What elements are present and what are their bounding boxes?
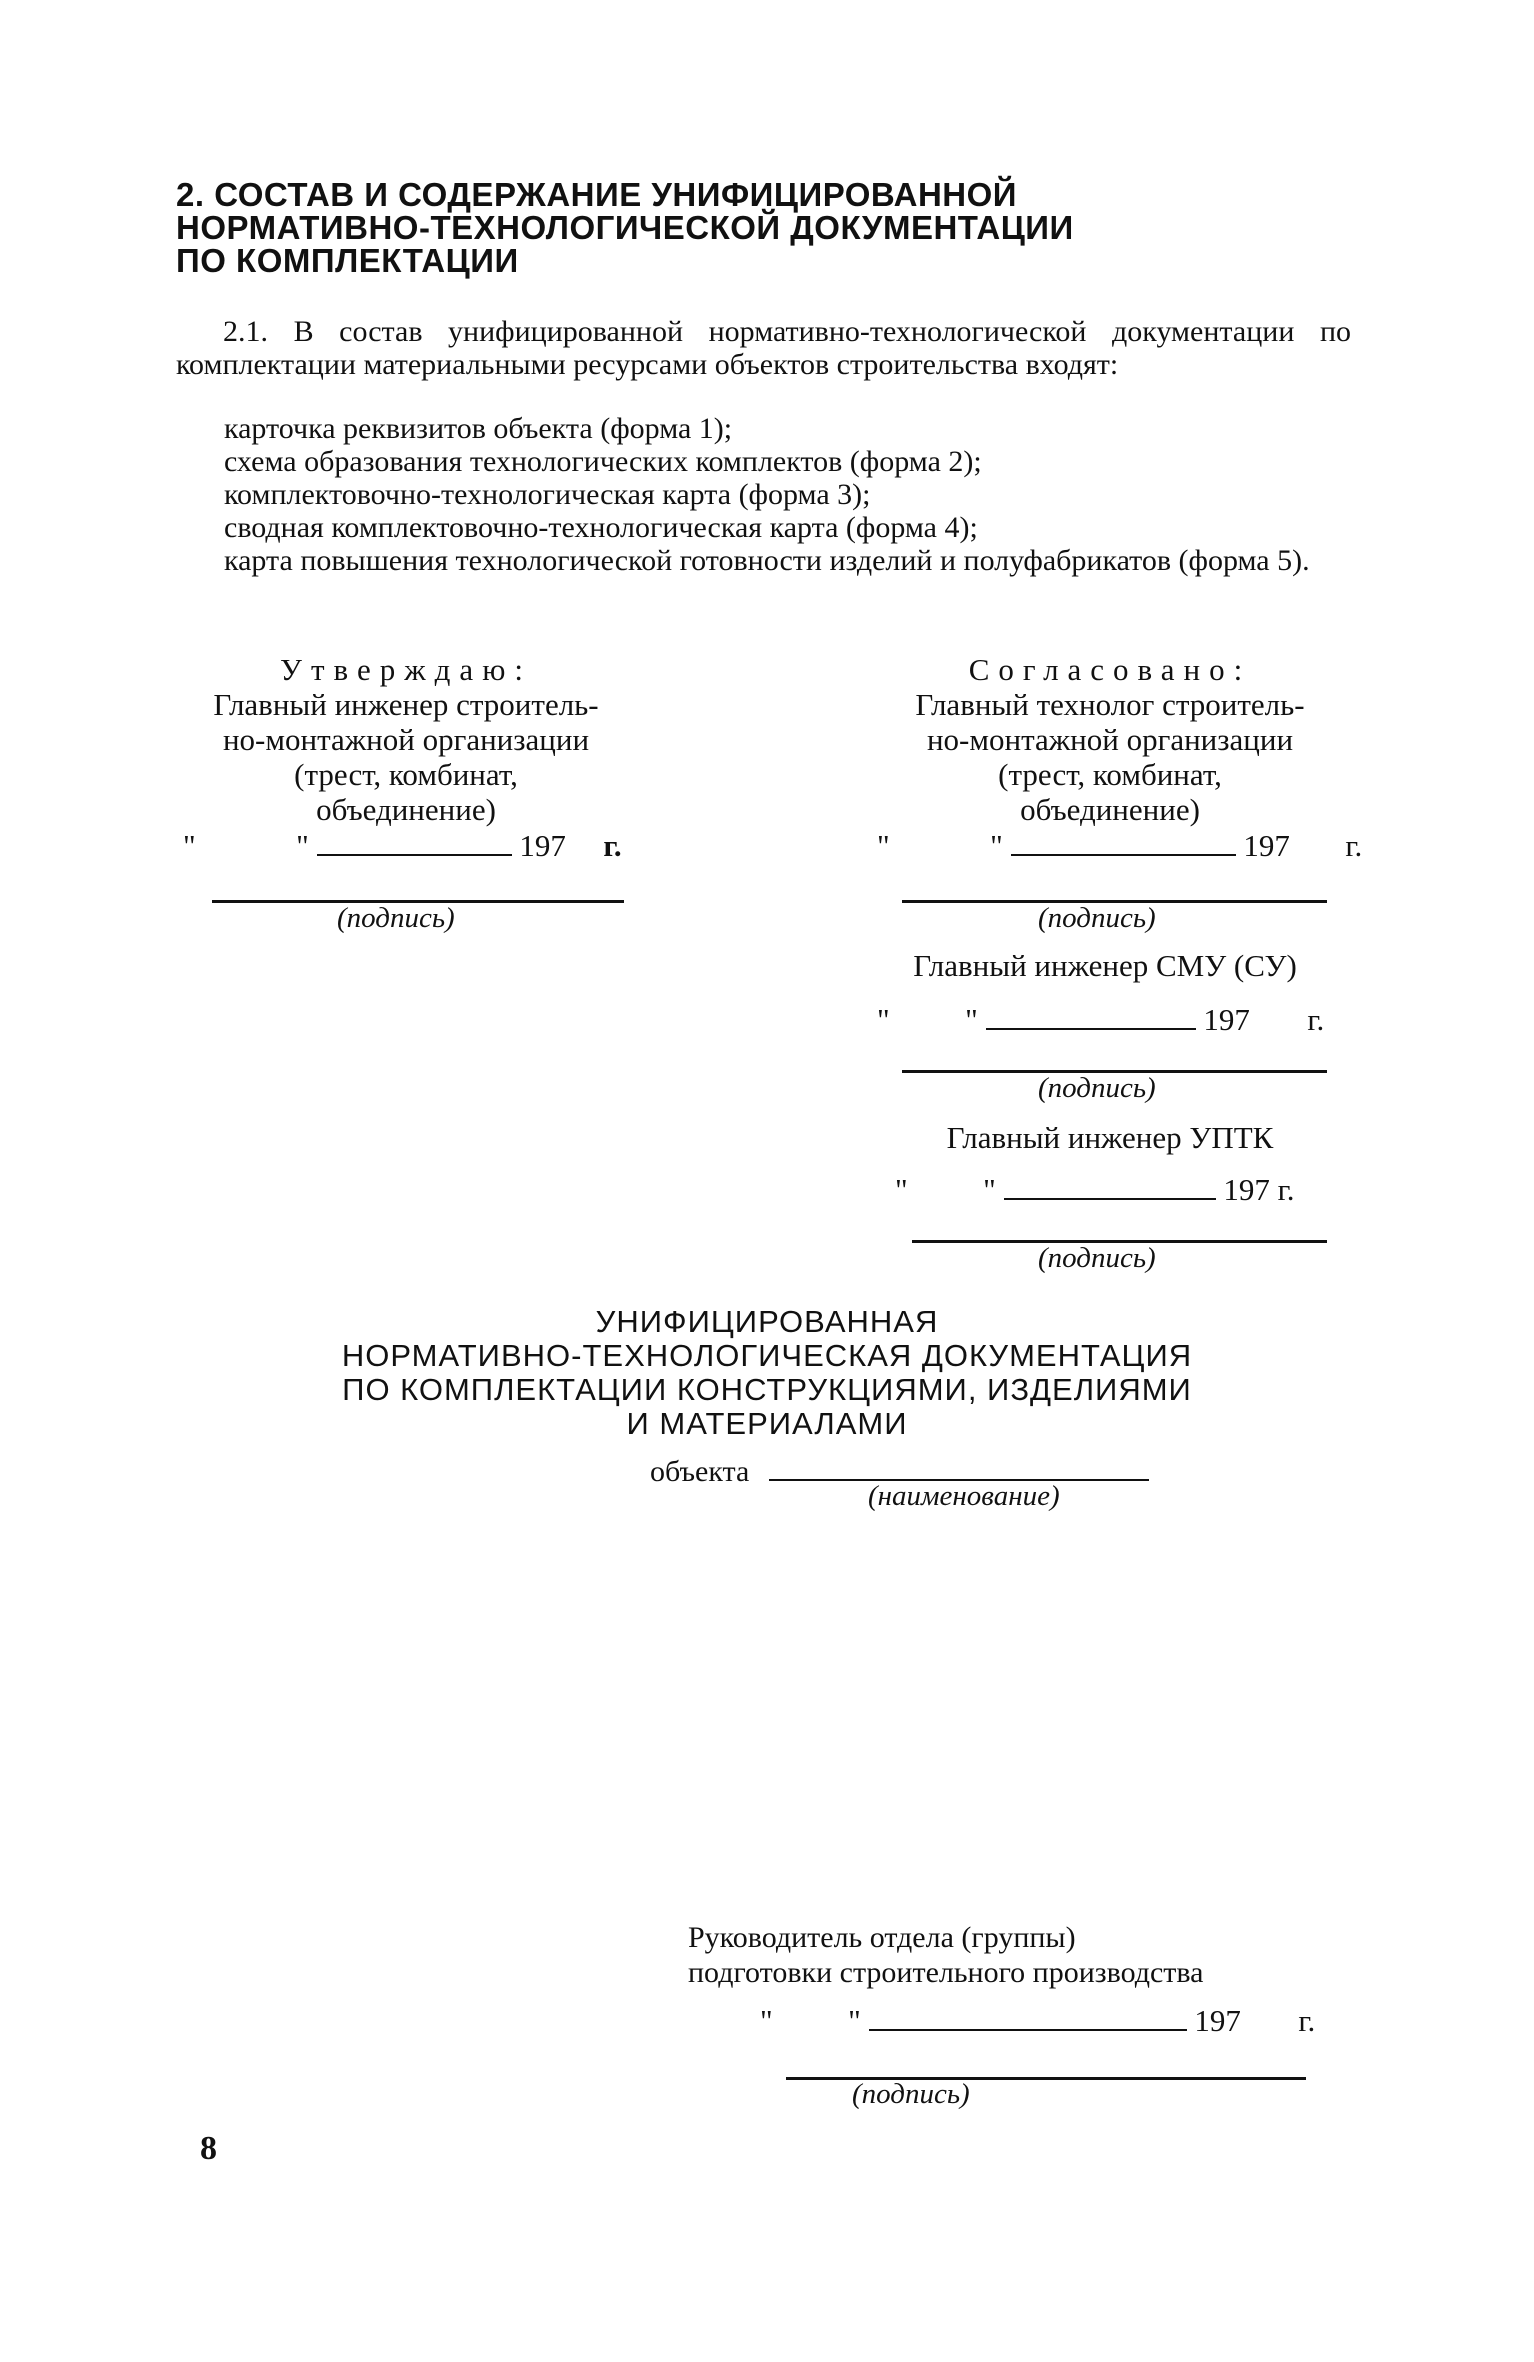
year-suffix: г. (1298, 2003, 1316, 2038)
quote-close: " (848, 2003, 861, 2038)
agreed-position-line: Главный технолог строитель- (915, 687, 1305, 722)
section-heading-line: 2. СОСТАВ И СОДЕРЖАНИЕ УНИФИЦИРОВАННОЙ (176, 176, 1018, 213)
year-prefix: 197 (1243, 828, 1290, 863)
section-heading-line: НОРМАТИВНО-ТЕХНОЛОГИЧЕСКОЙ ДОКУМЕНТАЦИИ (176, 209, 1074, 246)
list-item: сводная комплектовочно-технологическая карта (форма 4); (224, 511, 978, 544)
object-name-caption: (наименование) (868, 1480, 1060, 1512)
quote-open: " (183, 828, 196, 863)
year-suffix: г. (1307, 1002, 1325, 1037)
day-month-blank (869, 2023, 1187, 2031)
approval-position-line: объединение) (316, 792, 496, 827)
quote-open: " (760, 2003, 773, 2038)
year-prefix: 197 (1223, 1172, 1270, 1207)
uptk-signature-label: (подпись) (1038, 1242, 1156, 1274)
department-head-signature-label: (подпись) (852, 2078, 970, 2110)
day-month-blank (986, 1022, 1196, 1030)
uptk-date-line (895, 1172, 1295, 1208)
smu-signature-label: (подпись) (1038, 1072, 1156, 1104)
list-item-text: карта повышения технологической готовности изделий и полуфабрикатов (форма 5). (224, 544, 1310, 577)
document-title-line: НОРМАТИВНО-ТЕХНОЛОГИЧЕСКАЯ ДОКУМЕНТАЦИЯ (341, 1338, 1193, 1373)
smu-date-line (877, 1002, 1324, 1038)
agreed-date-line (877, 828, 1362, 864)
quote-open: " (877, 1002, 890, 1037)
document-title (200, 1305, 1334, 1441)
year-suffix: г. (603, 828, 622, 863)
agreed-position-line: но-монтажной организации (926, 722, 1294, 757)
section-heading (176, 178, 1074, 277)
year-prefix: 197 (1203, 1002, 1250, 1037)
department-head-title-line: Руководитель отдела (группы) (688, 1921, 1076, 1954)
composition-list (224, 412, 1351, 577)
page-number: 8 (200, 2130, 217, 2167)
uptk-engineer-title: Главный инженер УПТК (946, 1120, 1274, 1155)
approval-label: Утверждаю: (280, 652, 532, 687)
smu-engineer-title: Главный инженер СМУ (СУ) (913, 948, 1297, 983)
quote-close: " (965, 1002, 978, 1037)
list-item: схема образования технологических комплектов (форма 2); (224, 445, 982, 478)
agreed-label: Согласовано: (968, 652, 1252, 687)
quote-close: " (983, 1172, 996, 1207)
approval-position-line: Главный инженер строитель- (213, 687, 599, 722)
department-head-title-line: подготовки строительного производства (688, 1956, 1204, 1989)
document-title-line: ПО КОМПЛЕКТАЦИИ КОНСТРУКЦИЯМИ, ИЗДЕЛИЯМИ (342, 1372, 1192, 1407)
department-head-title (688, 1920, 1204, 1990)
approval-position-line: (трест, комбинат, (294, 757, 518, 792)
quote-close: " (296, 828, 309, 863)
paragraph-text: 2.1. В состав унифицированной нормативно-технологической документации по комплектации материальными ресурсами объектов строительства входят: (176, 315, 1351, 381)
section-heading-line: ПО КОМПЛЕКТАЦИИ (176, 242, 519, 279)
day-month-blank (1004, 1192, 1216, 1200)
approval-position-line: но-монтажной организации (222, 722, 590, 757)
approval-block (176, 652, 636, 827)
document-title-line: УНИФИЦИРОВАННАЯ (595, 1304, 939, 1339)
paragraph-2-1 (176, 315, 1351, 381)
year-prefix: 197 (519, 828, 566, 863)
approval-signature-label: (подпись) (337, 902, 455, 934)
object-label: объекта (650, 1455, 750, 1488)
year-prefix: 197 (1194, 2003, 1241, 2038)
agreed-position-line: объединение) (1020, 792, 1200, 827)
agreed-signature-label: (подпись) (1038, 902, 1156, 934)
department-head-date-line (760, 2003, 1315, 2039)
list-item: карточка реквизитов объекта (форма 1); (224, 412, 733, 445)
list-item (224, 544, 1351, 577)
day-month-blank (317, 848, 512, 856)
agreed-position-line: (трест, комбинат, (998, 757, 1222, 792)
year-suffix: г. (1345, 828, 1363, 863)
quote-open: " (877, 828, 890, 863)
agreed-block (860, 652, 1360, 827)
document-title-line: И МАТЕРИАЛАМИ (626, 1406, 908, 1441)
list-item: комплектовочно-технологическая карта (форма 3); (224, 478, 871, 511)
day-month-blank (1011, 848, 1236, 856)
quote-open: " (895, 1172, 908, 1207)
quote-close: " (990, 828, 1003, 863)
year-suffix: г. (1277, 1172, 1295, 1207)
approval-date-line (183, 828, 622, 864)
